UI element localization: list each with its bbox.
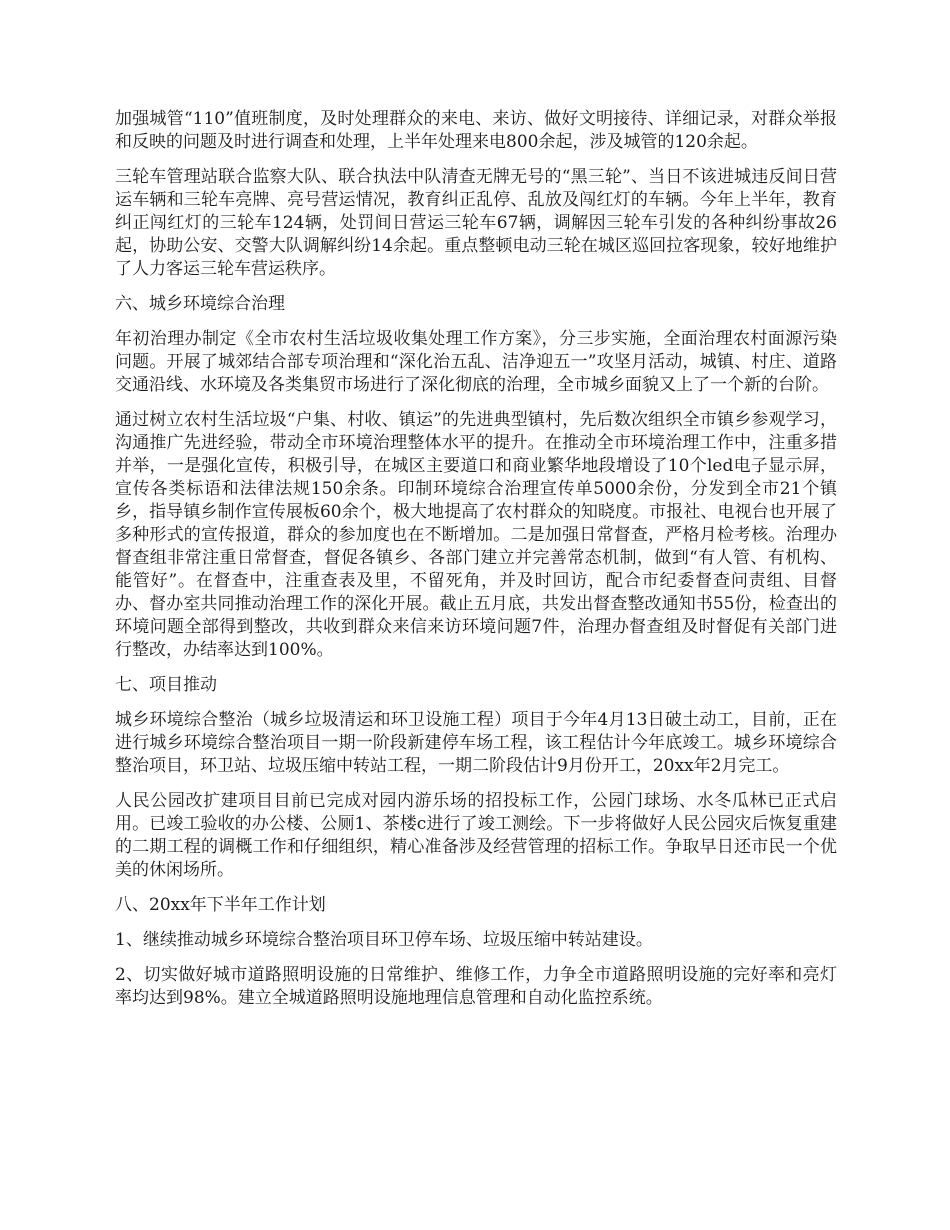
section-heading-7: 七、项目推动	[115, 675, 217, 695]
plan-item-1: 1、继续推动城乡环境综合整治项目环卫停车场、垃圾压缩中转站建设。	[115, 930, 653, 950]
plan-item-2: 2、切实做好城市道路照明设施的日常维护、维修工作，力争全市道路照明设施的完好率和亮灯率均达到98%。建立全城道路照明设施地理信息管理和自动化监控系统。	[115, 965, 837, 1008]
paragraph-peoples-park: 人民公园改扩建项目目前已完成对园内游乐场的招投标工作，公园门球场、水冬瓜林已正式启用。已竣工验收的办公楼、公厕1、茶楼c进行了竣工测绘。下一步将做好人民公园灾后恢复重建的二期工程的调概工作和仔细组织，精心准备涉及经营管理的招标工作。争取早日还市民一个优美的休闲场所。	[115, 791, 837, 880]
paragraph-tricycle-management: 三轮车管理站联合监察大队、联合执法中队清查无牌无号的“黑三轮”、当日不该进城违反间日营运车辆和三轮车亮牌、亮号营运情况，教育纠正乱停、乱放及闯红灯的车辆。今年上半年，教育纠正闯红灯的三轮车124辆，处罚间日营运三轮车67辆，调解因三轮车引发的各种纠纷事故26起，协助公安、交警大队调解纠纷14余起。重点整顿电动三轮在城区巡回拉客现象，较好地维护了人力客运三轮车营运秩序。	[115, 167, 837, 279]
paragraph-rural-waste-plan: 年初治理办制定《全市农村生活垃圾收集处理工作方案》，分三步实施，全面治理农村面源污染问题。开展了城郊结合部专项治理和“深化治五乱、洁净迎五一”攻坚月活动，城镇、村庄、道路交通沿线、水环境及各类集贸市场进行了深化彻底的治理，全市城乡面貌又上了一个新的台阶。	[115, 329, 837, 395]
section-heading-6: 六、城乡环境综合治理	[115, 294, 285, 314]
paragraph-environment-governance: 通过树立农村生活垃圾“户集、村收、镇运”的先进典型镇村，先后数次组织全市镇乡参观学习，沟通推广先进经验，带动全市环境治理整体水平的提升。在推动全市环境治理工作中，注重多措并举，一是强化宣传，积极引导，在城区主要道口和商业繁华地段增设了10个led电子显示屏，宣传各类标语和法律法规150余条。印制环境综合治理宣传单5000余份，分发到全市21个镇乡，指导镇乡制作宣传展板60余个，极大地提高了农村群众的知晓度。市报社、电视台也开展了多种形式的宣传报道，群众的参加度也在不断增加。二是加强日常督查，严格月检考核。治理办督查组非常注重日常督查，督促各镇乡、各部门建立并完善常态机制，做到“有人管、有机构、能管好”。在督查中，注重查表及里，不留死角，并及时回访，配合市纪委督查问责组、目督办、督办室共同推动治理工作的深化开展。截止五月底，共发出督查整改通知书55份，检查出的环境问题全部得到整改，共收到群众来信来访环境问题7件，治理办督查组及时督促有关部门进行整改，办结率达到100%。	[115, 410, 837, 660]
section-heading-8: 八、20xx年下半年工作计划	[115, 895, 326, 915]
document-page	[115, 108, 837, 1022]
paragraph-project-sanitation: 城乡环境综合整治（城乡垃圾清运和环卫设施工程）项目于今年4月13日破土动工，目前，正在进行城乡环境综合整治项目一期一阶段新建停车场工程，该工程估计今年底竣工。城乡环境综合整治项目，环卫站、垃圾压缩中转站工程，一期二阶段估计9月份开工，20xx年2月完工。	[115, 710, 837, 776]
paragraph-hotline: 加强城管“110”值班制度，及时处理群众的来电、来访、做好文明接待、详细记录，对群众举报和反映的问题及时进行调查和处理，上半年处理来电800余起，涉及城管的120余起。	[115, 109, 837, 152]
